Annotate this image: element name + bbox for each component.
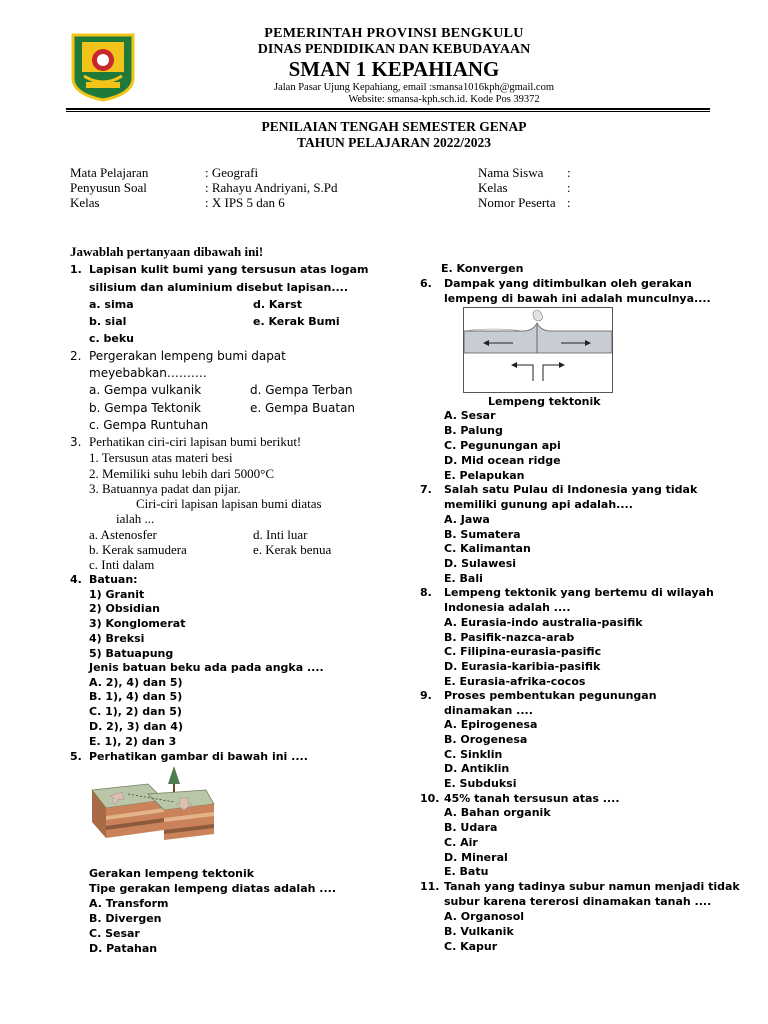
q4-option-b[interactable]: B. 1), 4) dan 5) bbox=[89, 690, 183, 703]
q1-stem: Lapisan kulit bumi yang tersusun atas logam bbox=[89, 263, 369, 276]
q6-option-d[interactable]: D. Mid ocean ridge bbox=[444, 454, 561, 467]
meta-label: Nama Siswa bbox=[478, 165, 544, 180]
meta-value: : Geografi bbox=[205, 165, 259, 180]
q9-number: 9. bbox=[420, 689, 432, 702]
meta-label: Kelas bbox=[70, 195, 100, 210]
q9-option-e[interactable]: E. Subduksi bbox=[444, 777, 517, 790]
q9-option-d[interactable]: D. Antiklin bbox=[444, 762, 510, 775]
fault-block-diagram bbox=[88, 764, 218, 848]
q3-option-b[interactable]: b. Kerak samudera bbox=[89, 542, 187, 557]
q6-stem: lempeng di bawah ini adalah munculnya.... bbox=[444, 292, 711, 305]
meta-value: : bbox=[567, 195, 571, 210]
q6-stem: Dampak yang ditimbulkan oleh gerakan bbox=[444, 277, 692, 290]
meta-value: : X IPS 5 dan 6 bbox=[205, 195, 285, 210]
q11-number: 11. bbox=[420, 880, 440, 893]
q5-stem: Tipe gerakan lempeng diatas adalah .... bbox=[89, 882, 336, 895]
q4-stem: Batuan: bbox=[89, 573, 138, 586]
q7-option-e[interactable]: E. Bali bbox=[444, 572, 483, 585]
q4-item: 3) Konglomerat bbox=[89, 617, 186, 630]
meta-left-values bbox=[205, 165, 338, 210]
header-address: Jalan Pasar Ujung Kepahiang, email :smansa1016kph@gmail.com bbox=[274, 82, 554, 93]
q5-stem: Perhatikan gambar di bawah ini .... bbox=[89, 750, 308, 763]
q9-stem: Proses pembentukan pegunungan bbox=[444, 689, 657, 702]
q8-option-d[interactable]: D. Eurasia-karibia-pasifik bbox=[444, 660, 601, 673]
q6-option-a[interactable]: A. Sesar bbox=[444, 409, 496, 422]
q3-option-c[interactable]: c. Inti dalam bbox=[89, 557, 155, 572]
meta-label: Penyusun Soal bbox=[70, 180, 147, 195]
q10-option-c[interactable]: C. Air bbox=[444, 836, 478, 849]
q1-option-d[interactable]: d. Karst bbox=[253, 298, 303, 311]
q1-option-e[interactable]: e. Kerak Bumi bbox=[253, 315, 340, 328]
q2-option-b[interactable]: b. Gempa Tektonik bbox=[89, 401, 201, 415]
q5-option-b[interactable]: B. Divergen bbox=[89, 912, 162, 925]
q2-stem: meyebabkan………. bbox=[89, 366, 207, 380]
q3-item: 2. Memiliki suhu lebih dari 5000°C bbox=[89, 466, 275, 481]
q11-stem: Tanah yang tadinya subur namun menjadi tidak bbox=[444, 880, 740, 893]
q2-option-e[interactable]: e. Gempa Buatan bbox=[250, 401, 356, 415]
meta-value: : Rahayu Andriyani, S.Pd bbox=[205, 180, 338, 195]
q8-option-a[interactable]: A. Eurasia-indo australia-pasifik bbox=[444, 616, 643, 629]
q10-option-a[interactable]: A. Bahan organik bbox=[444, 806, 551, 819]
q4-item: 4) Breksi bbox=[89, 632, 145, 645]
q3-stem: Ciri-ciri lapisan lapisan bumi diatas bbox=[136, 496, 322, 511]
q6-caption: Lempeng tektonik bbox=[488, 395, 601, 408]
q7-stem: Salah satu Pulau di Indonesia yang tidak bbox=[444, 483, 698, 496]
q8-option-b[interactable]: B. Pasifik-nazca-arab bbox=[444, 631, 575, 644]
exam-year: TAHUN PELAJARAN 2022/2023 bbox=[296, 135, 491, 150]
q10-stem: 45% tanah tersusun atas .... bbox=[444, 792, 620, 805]
header-rule-thick bbox=[66, 108, 710, 110]
q5-option-e[interactable]: E. Konvergen bbox=[441, 262, 524, 275]
q3-stem: Perhatikan ciri-ciri lapisan bumi berikut! bbox=[89, 434, 302, 449]
meta-right-labels bbox=[478, 165, 556, 210]
q4-option-d[interactable]: D. 2), 3) dan 4) bbox=[89, 720, 183, 733]
q4-item: 1) Granit bbox=[89, 588, 145, 601]
q5-number: 5. bbox=[70, 750, 82, 763]
q4-number: 4. bbox=[70, 573, 82, 586]
q3-item: 3. Batuannya padat dan pijar. bbox=[89, 481, 241, 496]
plate-diagram bbox=[463, 307, 613, 393]
meta-label: Kelas bbox=[478, 180, 508, 195]
q8-stem: Lempeng tektonik yang bertemu di wilayah bbox=[444, 586, 714, 599]
q1-number: 1. bbox=[70, 263, 82, 276]
meta-label: Mata Pelajaran bbox=[70, 165, 149, 180]
q8-number: 8. bbox=[420, 586, 432, 599]
q4-option-c[interactable]: C. 1), 2) dan 5) bbox=[89, 705, 182, 718]
q10-number: 10. bbox=[420, 792, 440, 805]
meta-value: : bbox=[567, 165, 571, 180]
q9-option-b[interactable]: B. Orogenesa bbox=[444, 733, 528, 746]
q9-stem: dinamakan .... bbox=[444, 704, 533, 717]
q3-stem: ialah ... bbox=[116, 511, 155, 526]
q5-option-a[interactable]: A. Transform bbox=[89, 897, 169, 910]
q7-number: 7. bbox=[420, 483, 432, 496]
q11-stem: subur karena tererosi dinamakan tanah .... bbox=[444, 895, 712, 908]
q3-option-d[interactable]: d. Inti luar bbox=[253, 527, 308, 542]
q2-stem: Pergerakan lempeng bumi dapat bbox=[89, 349, 286, 363]
q7-option-d[interactable]: D. Sulawesi bbox=[444, 557, 517, 570]
q2-option-a[interactable]: a. Gempa vulkanik bbox=[89, 383, 202, 397]
q8-option-c[interactable]: C. Filipina-eurasia-pasific bbox=[444, 645, 602, 658]
header-department: DINAS PENDIDIKAN DAN KEBUDAYAAN bbox=[257, 42, 531, 57]
q9-option-c[interactable]: C. Sinklin bbox=[444, 748, 503, 761]
q1-option-b[interactable]: b. sial bbox=[89, 315, 127, 328]
header-school-name: SMAN 1 KEPAHIANG bbox=[288, 57, 500, 81]
q4-option-e[interactable]: E. 1), 2) dan 3 bbox=[89, 735, 177, 748]
meta-left-labels bbox=[70, 165, 148, 210]
q8-stem: Indonesia adalah .... bbox=[444, 601, 571, 614]
q5-option-c[interactable]: C. Sesar bbox=[89, 927, 140, 940]
q3-number: 3. bbox=[70, 435, 82, 449]
q8-option-e[interactable]: E. Eurasia-afrika-cocos bbox=[444, 675, 586, 688]
exam-title: PENILAIAN TENGAH SEMESTER GENAP bbox=[261, 119, 527, 134]
q6-option-b[interactable]: B. Palung bbox=[444, 424, 503, 437]
q2-option-d[interactable]: d. Gempa Terban bbox=[250, 383, 353, 397]
meta-label: Nomor Peserta bbox=[478, 195, 556, 210]
q6-number: 6. bbox=[420, 277, 432, 290]
q4-stem: Jenis batuan beku ada pada angka .... bbox=[89, 661, 324, 674]
q7-option-b[interactable]: B. Sumatera bbox=[444, 528, 521, 541]
q10-option-e[interactable]: E. Batu bbox=[444, 865, 489, 878]
q2-option-c[interactable]: c. Gempa Runtuhan bbox=[89, 418, 209, 432]
q6-option-e[interactable]: E. Pelapukan bbox=[444, 469, 525, 482]
q11-option-c[interactable]: C. Kapur bbox=[444, 940, 498, 953]
q1-stem: silisium dan aluminium disebut lapisan.... bbox=[89, 281, 349, 294]
q4-item: 2) Obsidian bbox=[89, 602, 160, 615]
meta-value: : bbox=[567, 180, 571, 195]
q10-option-d[interactable]: D. Mineral bbox=[444, 851, 508, 864]
q4-option-a[interactable]: A. 2), 4) dan 5) bbox=[89, 676, 183, 689]
q5-caption: Gerakan lempeng tektonik bbox=[89, 867, 255, 880]
q9-option-a[interactable]: A. Epirogenesa bbox=[444, 718, 538, 731]
q7-option-c[interactable]: C. Kalimantan bbox=[444, 542, 531, 555]
header-government: PEMERINTAH PROVINSI BENGKULU bbox=[264, 26, 524, 41]
instruction: Jawablah pertanyaan dibawah ini! bbox=[70, 244, 264, 259]
q1-option-c[interactable]: c. beku bbox=[89, 332, 135, 345]
q10-option-b[interactable]: B. Udara bbox=[444, 821, 498, 834]
q11-option-a[interactable]: A. Organosol bbox=[444, 910, 525, 923]
q6-option-c[interactable]: C. Pegunungan api bbox=[444, 439, 561, 452]
meta-right-values bbox=[567, 165, 571, 210]
q3-option-a[interactable]: a. Astenosfer bbox=[89, 527, 157, 542]
q7-stem: memiliki gunung api adalah.... bbox=[444, 498, 633, 511]
q11-option-b[interactable]: B. Vulkanik bbox=[444, 925, 514, 938]
q3-option-e[interactable]: e. Kerak benua bbox=[253, 542, 332, 557]
q3-item: 1. Tersusun atas materi besi bbox=[89, 450, 233, 465]
q2-number: 2. bbox=[70, 349, 82, 363]
q4-item: 5) Batuapung bbox=[89, 647, 174, 660]
header-website: Website: smansa-kph.sch.id. Kode Pos 39372 bbox=[348, 94, 540, 105]
q1-option-a[interactable]: a. sima bbox=[89, 298, 134, 311]
q5-option-d[interactable]: D. Patahan bbox=[89, 942, 158, 955]
header-rule-thin bbox=[66, 111, 710, 112]
q7-option-a[interactable]: A. Jawa bbox=[444, 513, 490, 526]
